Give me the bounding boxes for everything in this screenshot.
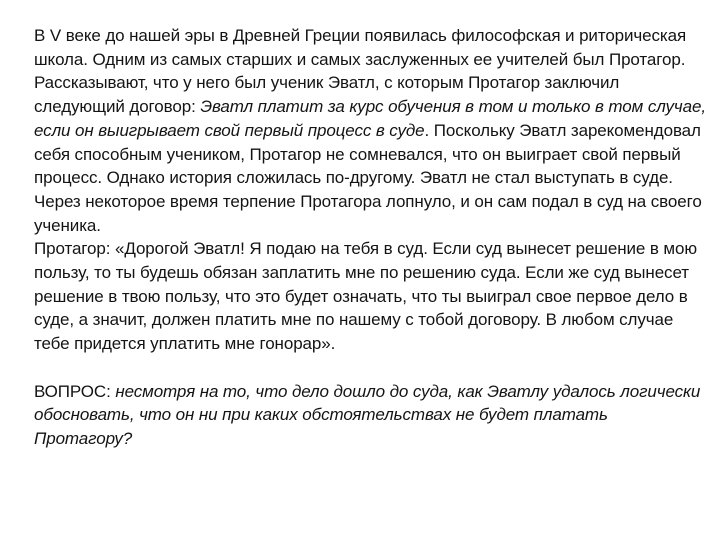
paragraph-gap bbox=[34, 356, 706, 380]
question-text: несмотря на то, что дело дошло до суда, как Эватлу удалось логически обосновать, что он ни при каких обстоятельствах не будет платать Протагору? bbox=[34, 381, 701, 448]
question-label: ВОПРОС: bbox=[34, 381, 116, 401]
protagoras-speech: Протагор: «Дорогой Эватл! Я подаю на тебя в суд. Если суд вынесет решение в мою пользу, то ты будешь обязан заплатить мне по решению суда. Если же суд вынесет решение в твою пользу, что это будет означать, что ты выиграл свое первое дело в суде, а значит, должен платить мне по нашему с тобой договору. В любом случае тебе придется уплатить мне гонорар». bbox=[34, 239, 698, 354]
question-paragraph bbox=[34, 380, 706, 451]
story-paragraph bbox=[34, 24, 706, 237]
story-continuation: . Поскольку Эватл зарекомендовал себя способным учеником, Протагор не сомневался, что он выиграет свой первый процесс. Однако история сложилась по-другому. Эватл не стал выступать в суде. Через некоторое время терпение Протагора лопнуло, и он сам подал в суд на своего ученика. bbox=[34, 120, 702, 235]
story-intro: В V веке до нашей эры в Древней Греции появилась философская и риторическая школа. Одним из самых старших и самых заслуженных ее учителей был Протагор. Рассказывают, что у него был ученик Эватл, с которым Протагор заключил следующий договор: bbox=[34, 26, 687, 117]
contract-terms: Эватл платит за курс обучения в том и только в том случае, если он выигрывает свой первый процесс в суде bbox=[34, 97, 706, 140]
slide-text bbox=[34, 24, 706, 451]
